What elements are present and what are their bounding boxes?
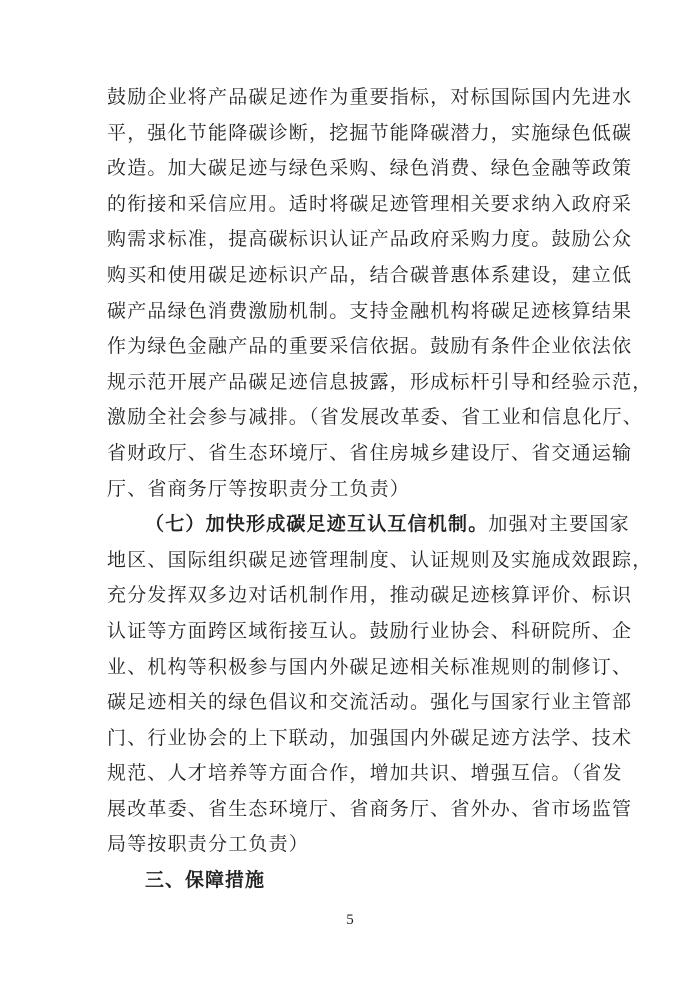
paragraph-line: 省财政厅、省生态环境厅、省住房城乡建设厅、省交通运输 (107, 441, 633, 464)
paragraph-line: 地区、国际组织碳足迹管理制度、认证规则及实施成效跟踪， (107, 548, 653, 571)
paragraph-line: 作为绿色金融产品的重要采信依据。鼓励有条件企业依法依 (107, 335, 633, 358)
page-number: 5 (346, 912, 354, 928)
paragraph-line: 平，强化节能降碳诊断，挖掘节能降碳潜力，实施绿色低碳 (107, 121, 633, 144)
section-7-title: （七）加快形成碳足迹互认互信机制。 (145, 513, 489, 536)
paragraph-line: 鼓励企业将产品碳足迹作为重要指标，对标国际国内先进水 (107, 86, 633, 108)
section-7-first-line (107, 507, 630, 543)
paragraph-line: 规示范开展产品碳足迹信息披露，形成标杆引导和经验示范， (107, 370, 653, 393)
paragraph-line: 局等按职责分工负责） (107, 833, 310, 856)
section-7-text: 加强对主要国家 (488, 513, 630, 536)
paragraph-line: 充分发挥双多边对话机制作用，推动碳足迹核算评价、标识 (107, 584, 633, 607)
paragraph-line: 门、行业协会的上下联动，加强国内外碳足迹方法学、技术 (107, 726, 633, 749)
paragraph-line: 碳足迹相关的绿色倡议和交流活动。强化与国家行业主管部 (107, 691, 633, 714)
paragraph-line: 规范、人才培养等方面合作，增加共识、增强互信。（省发 (107, 762, 623, 785)
section-heading: 三、保障措施 (145, 869, 266, 892)
paragraph-line: 厅、省商务厅等按职责分工负责） (107, 477, 411, 500)
paragraph-line: 改造。加大碳足迹与绿色采购、绿色消费、绿色金融等政策 (107, 157, 633, 180)
paragraph-line: 购需求标准，提高碳标识认证产品政府采购力度。鼓励公众 (107, 228, 633, 251)
paragraph-line: 购买和使用碳足迹标识产品，结合碳普惠体系建设，建立低 (107, 263, 633, 286)
body-text (107, 80, 653, 899)
paragraph-line: 激励全社会参与减排。（省发展改革委、省工业和信息化厅、 (107, 406, 643, 429)
paragraph-line: 业、机构等积极参与国内外碳足迹相关标准规则的制修订、 (107, 655, 633, 678)
paragraph-line: 认证等方面跨区域衔接互认。鼓励行业协会、科研院所、企 (107, 619, 633, 642)
paragraph-line: 展改革委、省生态环境厅、省商务厅、省外办、省市场监管 (107, 797, 633, 820)
paragraph-line: 碳产品绿色消费激励机制。支持金融机构将碳足迹核算结果 (107, 299, 633, 322)
paragraph-line: 的衔接和采信应用。适时将碳足迹管理相关要求纳入政府采 (107, 192, 633, 215)
